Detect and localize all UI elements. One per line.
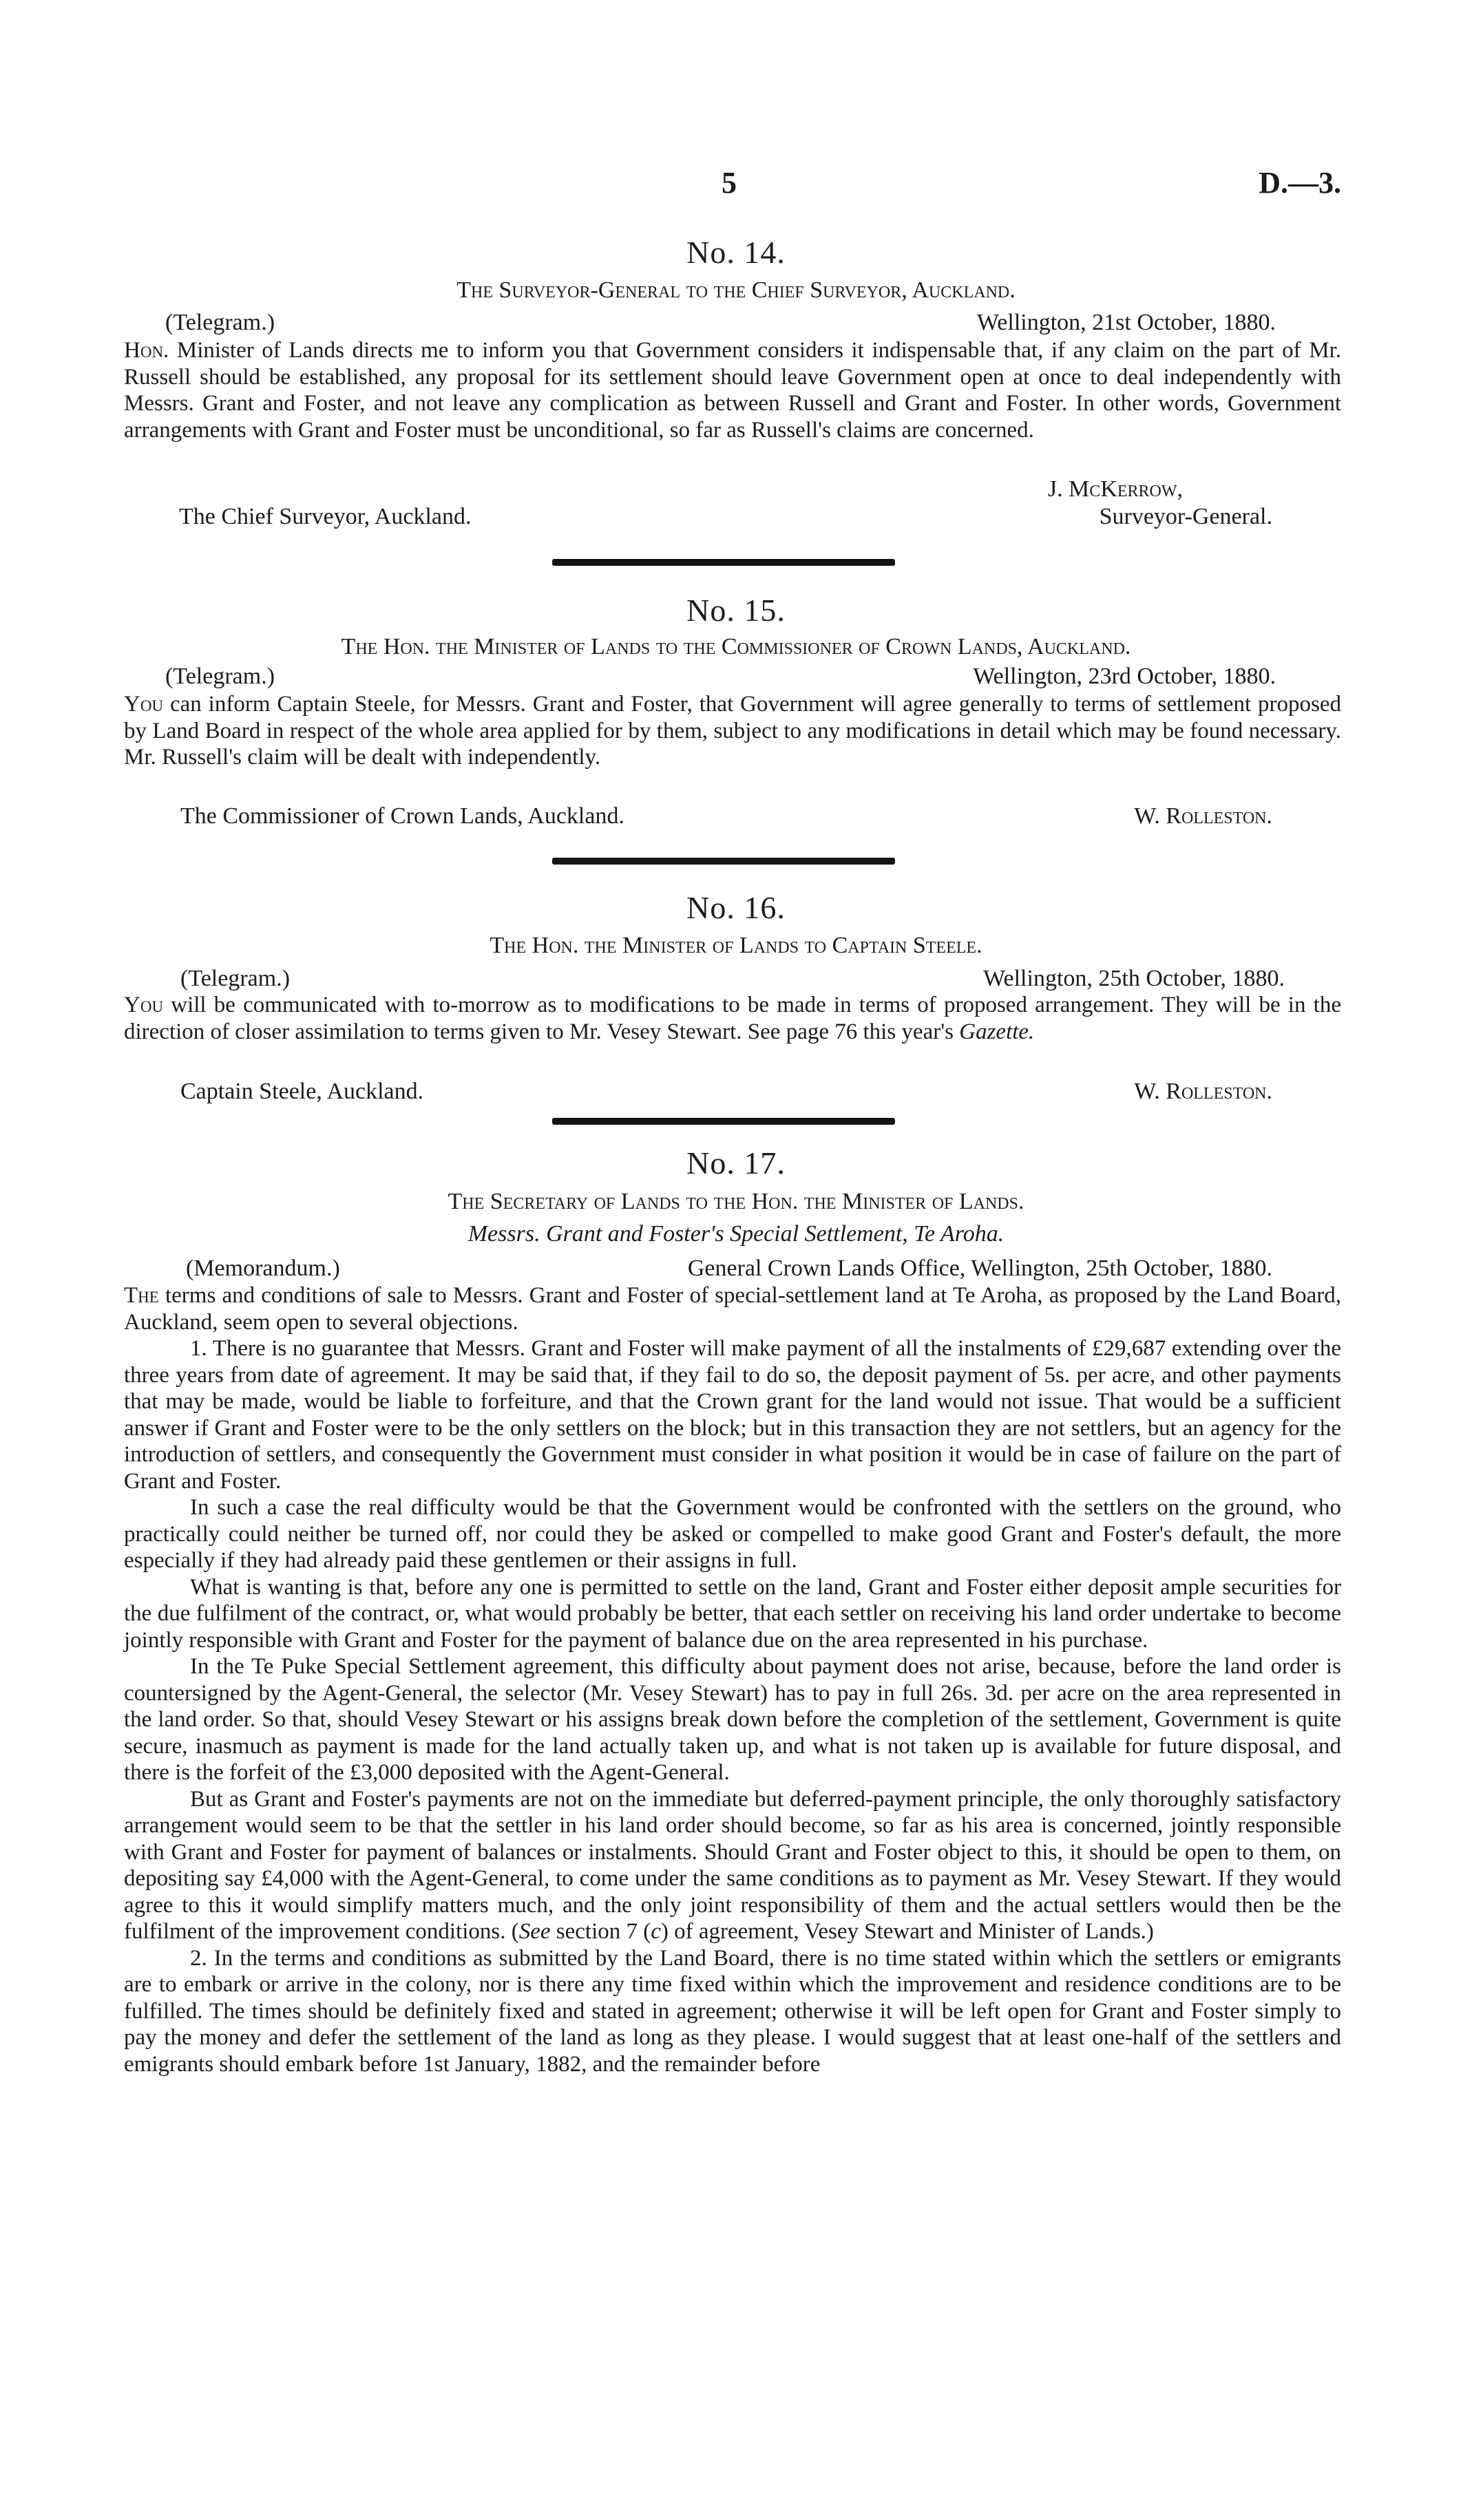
section-17-para-4: In the Te Puke Special Settlement agreement, this difficulty about payment does not arise, because, before the land order is countersigned by the Agent-General, the selector (Mr. Vesey Stewart) has to pay in full 26s. 3d. per acre on the area represented in the land order. So that, should Vesey Stewart or his assigns break down before the completion of the settlement, Government is quite secure, inasmuch as payment is made for the land actually taken up, and what is not taken up is available for future disposal, and there is the forfeit of the £3,000 deposited with the Agent-General. (124, 1654, 1341, 1785)
section-16-title: No. 16. (686, 890, 786, 925)
section-17-subtitle: The Secretary of Lands to the Hon. the Minister of Lands. (448, 1189, 1024, 1214)
section-16-lead: You (124, 993, 164, 1017)
section-16-date: Wellington, 25th October, 1880. (983, 966, 1285, 991)
section-15-body (124, 691, 1341, 771)
section-17-para-5: But as Grant and Foster's payments are not on the immediate but deferred-payment principle, the only thoroughly satisfactory arrangement would seem to be that the settler in his land order should become, so far as his area is concerned, jointly responsible with Grant and Foster for payment of balances or instalments. Should Grant and Foster object to this, it should be open to them, on depositing say £4,000 with the Agent-General, to come under the same conditions as to payment as Mr. Vesey Stewart. If they would agree to this it would simplify matters much, and the only joint responsibility of them and the actual settlers would then be the fulfilment of the improvement conditions. (See section 7 (c) of agreement, Vesey Stewart and Minister of Lands.) (124, 1786, 1341, 1944)
section-14-lead: Hon. (124, 338, 169, 363)
document-reference: D.—3. (1259, 166, 1341, 200)
section-17-title: No. 17. (686, 1145, 786, 1180)
section-17-para-6: 2. In the terms and conditions as submitted by the Land Board, there is no time stated within which the settlers or emigrants are to embark or arrive in the colony, nor is there any time fixed within which the improvement and residence conditions are to be fulfilled. The times should be definitely fixed and stated in agreement; otherwise it will be left open for Grant and Foster simply to pay the money and defer the settlement of the land as long as they please. I would suggest that at least one-half of the settlers and emigrants should embark before 1st January, 1882, and the remainder before (124, 1945, 1341, 2077)
page-number: 5 (722, 166, 737, 200)
gazette-ref: Gazette. (959, 1019, 1035, 1044)
section-17-subtitle-italic: Messrs. Grant and Foster's Special Settlement, Te Aroha. (467, 1221, 1005, 1247)
section-15-signer: W. Rolleston. (1134, 803, 1272, 829)
section-divider (552, 1118, 895, 1125)
section-14-subtitle: The Surveyor-General to the Chief Surveyor, Auckland. (456, 277, 1016, 303)
section-14-title: No. 14. (686, 235, 786, 270)
section-14-body (124, 337, 1341, 443)
section-17-date: General Crown Lands Office, Wellington, 25th October, 1880. (687, 1256, 1272, 1281)
section-16-addressee: Captain Steele, Auckland. (180, 1079, 424, 1104)
section-divider (552, 559, 895, 566)
section-14-date: Wellington, 21st October, 1880. (976, 310, 1276, 335)
section-15-text: can inform Captain Steele, for Messrs. Grant and Foster, that Government will agree generally to terms of settlement proposed by Land Board in respect of the whole area applied for by them, subject to any modifications in detail which may be found necessary. Mr. Russell's claim will be dealt with independently. (124, 692, 1341, 770)
section-17-type: (Memorandum.) (186, 1256, 340, 1281)
section-14-signer-title: Surveyor-General. (1099, 504, 1272, 529)
section-17-para-2: In such a case the real difficulty would be that the Government would be confronted with the settlers on the ground, who practically could neither be turned off, nor could they be asked or compelled to make good Grant and Foster's default, the more especially if they had already paid these gentlemen or their assigns in full. (124, 1495, 1341, 1573)
section-divider (552, 858, 895, 865)
section-15-subtitle: The Hon. the Minister of Lands to the Commissioner of Crown Lands, Auckland. (341, 634, 1131, 659)
section-15-title: No. 15. (686, 593, 786, 628)
section-17-body (124, 1282, 1341, 2077)
section-16-type: (Telegram.) (180, 966, 291, 991)
section-15-date: Wellington, 23rd October, 1880. (973, 664, 1276, 689)
section-15-type: (Telegram.) (165, 664, 275, 689)
section-17-para-3: What is wanting is that, before any one is permitted to settle on the land, Grant and Foster either deposit ample securities for the due fulfilment of the contract, or, what would probably be better, that each settler on receiving his land order undertake to become jointly responsible with Grant and Foster for the payment of balance due on the area represented in his purchase. (124, 1574, 1341, 1653)
section-14-signer: J. McKerrow, (1047, 476, 1183, 502)
section-14-addressee: The Chief Surveyor, Auckland. (179, 504, 472, 529)
section-14-type: (Telegram.) (165, 310, 275, 335)
section-15-lead: You (124, 692, 164, 717)
section-14-text: Minister of Lands directs me to inform you that Government considers it indispensable that, if any claim on the part of Mr. Russell should be established, any proposal for its settlement should leave Government open at once to deal independently with Messrs. Grant and Foster, and not leave any complication as between Russell and Grant and Foster. In other words, Government arrangements with Grant and Foster must be unconditional, so far as Russell's claims are concerned. (124, 338, 1341, 443)
section-16-signer: W. Rolleston. (1134, 1079, 1272, 1104)
section-17-para-0: terms and conditions of sale to Messrs. Grant and Foster of special-settlement land at Te Aroha, as proposed by the Land Board, Auckland, seem open to several objections. (124, 1283, 1341, 1335)
section-16-subtitle: The Hon. the Minister of Lands to Captain Steele. (490, 933, 982, 958)
section-17-para-1: 1. There is no guarantee that Messrs. Grant and Foster will make payment of all the instalments of £29,687 extending over the three years from date of agreement. It may be said that, if they fail to do so, the deposit payment of 5s. per acre, and other payments that may be made, would be liable to forfeiture, and that the Crown grant for the land would not issue. That would be a sufficient answer if Grant and Foster were to be the only settlers on the block; but in this transaction they are not settlers, but an agency for the introduction of settlers, and consequently the Government must consider in what position it would be in case of failure on the part of Grant and Foster. (124, 1336, 1341, 1494)
section-15-addressee: The Commissioner of Crown Lands, Auckland. (180, 803, 624, 829)
section-16-body (124, 992, 1341, 1045)
section-16-text: will be communicated with to-morrow as to modifications to be made in terms of proposed arrangement. They will be in the direction of closer assimilation to terms given to Mr. Vesey Stewart. See page 76 this year's (124, 993, 1341, 1044)
section-17-lead: The (124, 1283, 159, 1308)
